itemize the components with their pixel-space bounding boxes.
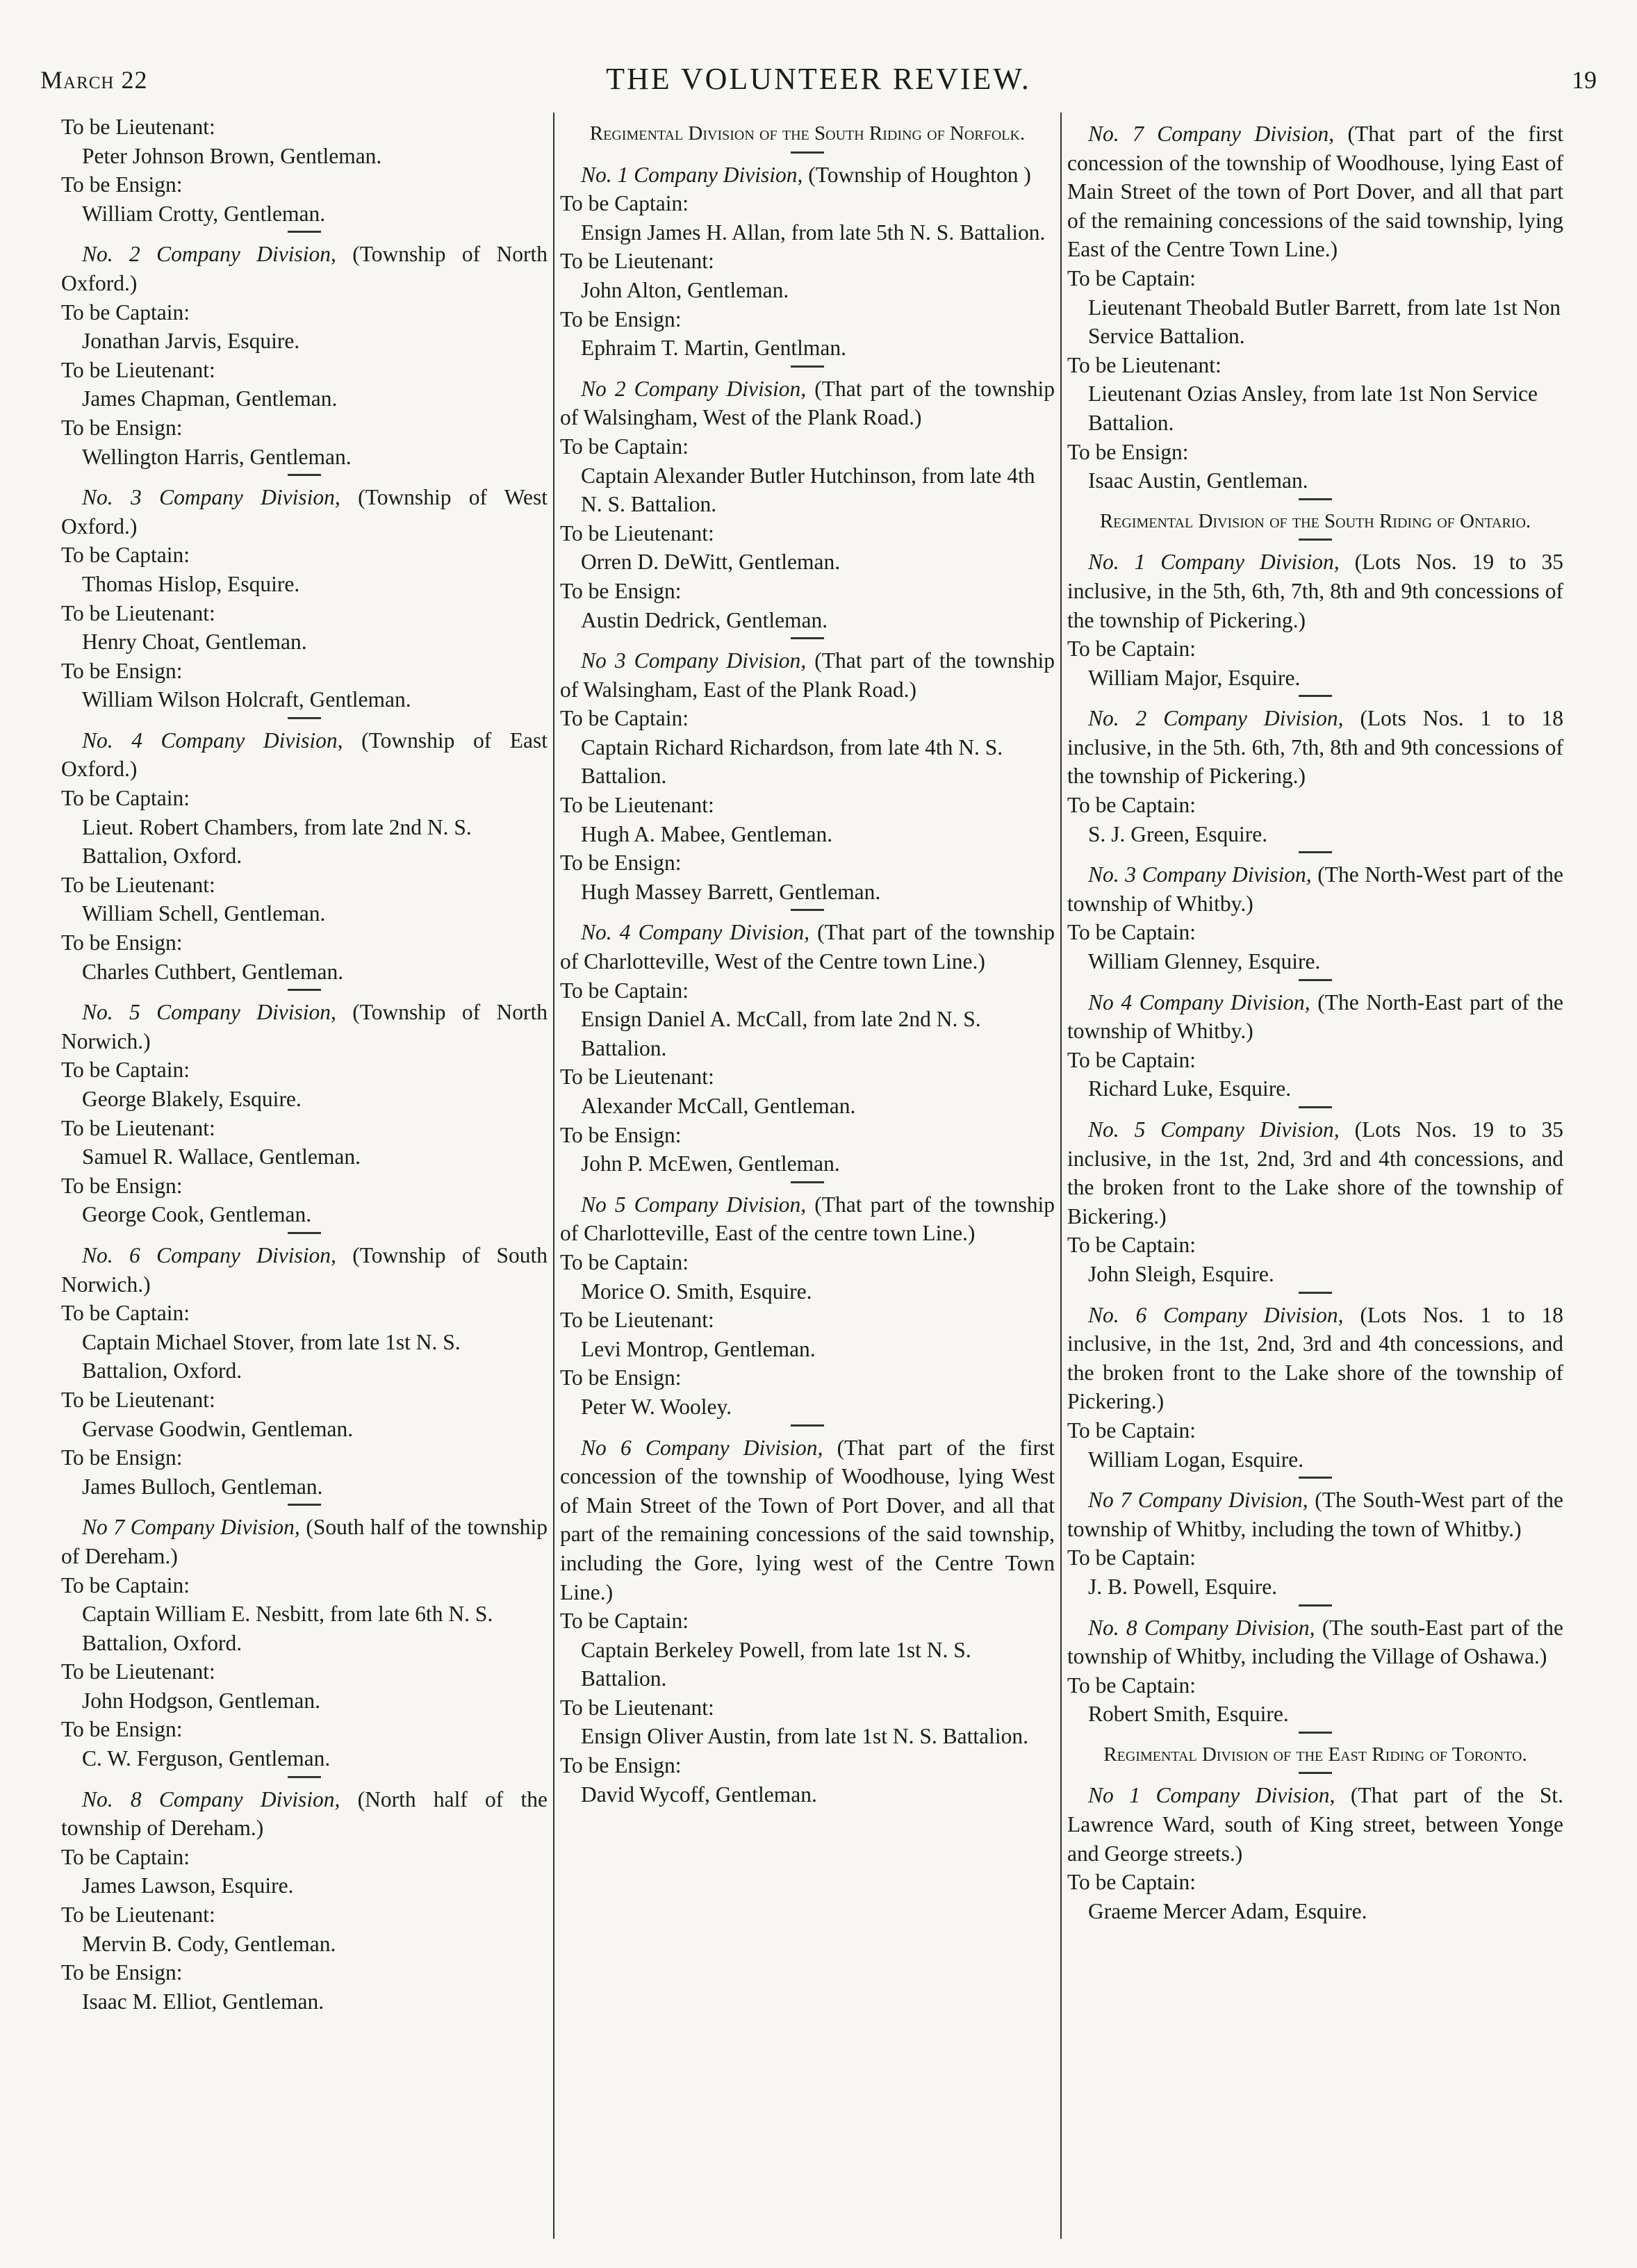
- company-division-heading: [61, 726, 548, 784]
- appointee-name: David Wycoff, Gentleman.: [581, 1782, 817, 1807]
- header-date: March 22: [40, 66, 148, 94]
- division-number: No. 2 Company Division,: [82, 242, 336, 267]
- rank-label: To be Lieutenant:: [61, 1387, 215, 1412]
- appointment-entry: [61, 1657, 548, 1715]
- appointee-name: Gervase Goodwin, Gentleman.: [82, 1416, 354, 1441]
- appointee-name: Richard Luke, Esquire.: [1088, 1076, 1292, 1101]
- appointee-name: J. B. Powell, Esquire.: [1088, 1574, 1278, 1599]
- appointee-name: Henry Choat, Gentleman.: [82, 630, 307, 655]
- appointment-entry: [560, 247, 1055, 304]
- rank-label: To be Ensign:: [61, 930, 183, 955]
- division-description: (Lots Nos. 19 to 35 inclusive, in the 5th, 6th, 7th, 8th and 9th concessions of the township of Pickering.): [1067, 550, 1563, 632]
- appointment-entry: [61, 1386, 548, 1443]
- rank-label: To be Captain:: [61, 786, 190, 811]
- appointee-name: George Blakely, Esquire.: [82, 1087, 302, 1111]
- rank-label: To be Captain:: [1067, 920, 1196, 945]
- appointee-name: William Glenney, Esquire.: [1088, 949, 1321, 974]
- rank-label: To be Ensign:: [61, 415, 183, 440]
- rank-label: To be Captain:: [1067, 1047, 1196, 1072]
- rank-label: To be Ensign:: [61, 1173, 183, 1198]
- section-dash: [288, 717, 321, 719]
- appointment-entry: [61, 1958, 548, 2016]
- division-number: No. 6 Company Division,: [82, 1242, 336, 1267]
- appointment-entry: [1067, 918, 1563, 976]
- regimental-division-heading: Regimental Division of the South Riding of Norfolk.: [589, 122, 1026, 145]
- division-description: (South half of the township of Dereham.): [61, 1515, 548, 1568]
- appointment-entry: [1067, 1671, 1563, 1729]
- column-3: [1067, 113, 1563, 2246]
- rank-label: To be Ensign:: [61, 1717, 183, 1742]
- rank-label: To be Lieutenant:: [1067, 352, 1221, 377]
- appointee-name: Captain Michael Stover, from late 1st N. S. Battalion, Oxford.: [82, 1329, 461, 1383]
- appointee-name: William Logan, Esquire.: [1088, 1447, 1304, 1472]
- appointment-entry: [61, 113, 548, 170]
- rank-label: To be Lieutenant:: [560, 793, 714, 818]
- appointment-entry: [560, 1693, 1055, 1751]
- section-dash: [791, 1424, 824, 1427]
- company-division-heading: [1067, 1115, 1563, 1231]
- appointee-name: William Schell, Gentleman.: [82, 901, 326, 926]
- appointment-entry: [560, 1062, 1055, 1120]
- column-rule: [1060, 113, 1062, 2239]
- appointee-name: Peter Johnson Brown, Gentleman.: [82, 143, 382, 168]
- rank-label: To be Lieutenant:: [61, 1659, 215, 1684]
- section-dash: [791, 1181, 824, 1183]
- section-dash: [791, 365, 824, 368]
- appointment-entry: [61, 1443, 548, 1501]
- rank-label: To be Captain:: [1067, 636, 1196, 662]
- appointee-name: Graeme Mercer Adam, Esquire.: [1088, 1898, 1367, 1923]
- appointment-entry: [1067, 351, 1563, 438]
- rank-label: To be Captain:: [1067, 793, 1196, 818]
- appointee-name: James Lawson, Esquire.: [82, 1873, 294, 1898]
- appointment-entry: [61, 413, 548, 471]
- column-1: [61, 113, 548, 2246]
- division-description: (The South-West part of the township of Whitby, including the town of Whitby.): [1067, 1488, 1563, 1541]
- division-description: (North half of the township of Dereham.): [61, 1786, 548, 1841]
- division-description: (That part of the first concession of the township of Woodhouse, lying West of Main Street of the Town of Port Dover, and all that part of the remaining concessions of the said township, including the Gore, lying west of the Centre Town Line.): [560, 1435, 1055, 1604]
- appointee-name: James Bulloch, Gentleman.: [82, 1474, 323, 1499]
- rank-label: To be Lieutenant:: [560, 1695, 714, 1720]
- appointment-entry: [560, 1751, 1055, 1809]
- rank-label: To be Ensign:: [560, 306, 682, 331]
- section-dash: [1299, 851, 1332, 853]
- appointment-entry: [1067, 1868, 1563, 1925]
- rank-label: To be Captain:: [560, 1249, 689, 1274]
- appointment-entry: [61, 1114, 548, 1172]
- appointment-entry: [560, 1121, 1055, 1178]
- division-number: No. 1 Company Division,: [581, 162, 803, 187]
- regimental-division-heading: Regimental Division of the East Riding of Toronto.: [1103, 1743, 1527, 1766]
- appointee-name: Samuel R. Wallace, Gentleman.: [82, 1144, 361, 1169]
- appointee-name: George Cook, Gentleman.: [82, 1202, 312, 1227]
- appointment-entry: [560, 1363, 1055, 1421]
- rank-label: To be Captain:: [1067, 1233, 1196, 1258]
- appointment-entry: [1067, 1231, 1563, 1288]
- appointee-name: John Sleigh, Esquire.: [1088, 1261, 1274, 1286]
- masthead-title: THE VOLUNTEER REVIEW.: [606, 62, 1031, 96]
- rank-label: To be Ensign:: [61, 658, 183, 683]
- appointment-entry: [1067, 1416, 1563, 1474]
- rank-label: To be Lieutenant:: [61, 1903, 215, 1928]
- appointee-name: James Chapman, Gentleman.: [82, 386, 338, 411]
- section-dash: [288, 1232, 321, 1234]
- division-number: No 7 Company Division,: [1088, 1488, 1308, 1513]
- section-dash: [288, 1504, 321, 1506]
- company-division-heading: [1067, 1486, 1563, 1543]
- appointee-name: John Hodgson, Gentleman.: [82, 1688, 320, 1713]
- appointee-name: Thomas Hislop, Esquire.: [82, 571, 300, 596]
- division-number: No. 5 Company Division,: [1088, 1117, 1340, 1142]
- company-division-heading: [560, 646, 1055, 704]
- section-dash: [1299, 1292, 1332, 1294]
- rank-label: To be Captain:: [560, 978, 689, 1003]
- appointment-entry: [61, 170, 548, 228]
- appointee-name: Charles Cuthbert, Gentleman.: [82, 959, 344, 984]
- company-division-heading: [1067, 860, 1563, 918]
- company-division-heading: [61, 998, 548, 1055]
- division-number: No. 3 Company Division,: [82, 485, 340, 510]
- appointment-entry: [61, 871, 548, 928]
- appointee-name: William Wilson Holcraft, Gentleman.: [82, 687, 411, 712]
- division-number: No. 6 Company Division,: [1088, 1302, 1344, 1327]
- appointee-name: Isaac M. Elliot, Gentleman.: [82, 1989, 324, 2014]
- appointment-entry: [560, 791, 1055, 848]
- appointee-name: Ephraim T. Martin, Gentlman.: [581, 336, 846, 361]
- rank-label: To be Ensign:: [560, 850, 682, 876]
- appointee-name: S. J. Green, Esquire.: [1088, 821, 1268, 846]
- section-dash: [1299, 1477, 1332, 1479]
- appointee-name: Isaac Austin, Gentleman.: [1088, 468, 1308, 493]
- page-number: 19: [1572, 66, 1597, 94]
- division-number: No. 7 Company Division,: [1088, 122, 1335, 146]
- division-description: (Township of North Oxford.): [61, 242, 548, 295]
- appointment-entry: [1067, 1046, 1563, 1103]
- appointment-entry: [61, 1055, 548, 1113]
- rank-label: To be Ensign:: [61, 1960, 183, 1985]
- division-description: (Township of West Oxford.): [61, 485, 548, 539]
- rank-label: To be Captain:: [61, 1058, 190, 1083]
- rank-label: To be Lieutenant:: [560, 1308, 714, 1333]
- appointee-name: Levi Montrop, Gentleman.: [581, 1336, 816, 1361]
- section-dash: [1299, 498, 1332, 500]
- appointee-name: Lieutenant Theobald Butler Barrett, from late 1st Non Service Battalion.: [1088, 295, 1561, 349]
- division-description: (That part of the township of Charlotteville, East of the centre town Line.): [560, 1192, 1055, 1246]
- company-division-heading: [560, 1190, 1055, 1248]
- appointee-name: Wellington Harris, Gentleman.: [82, 444, 352, 469]
- rank-label: To be Lieutenant:: [61, 600, 215, 625]
- appointment-entry: [61, 298, 548, 356]
- division-description: (Lots Nos. 1 to 18 inclusive, in the 5th. 6th, 7th, 8th and 9th concessions of the township of Pickering.): [1067, 706, 1563, 789]
- appointment-entry: [61, 1299, 548, 1386]
- appointment-entry: [1067, 634, 1563, 692]
- section-dash: [288, 231, 321, 233]
- division-description: (That part of the township of Walsingham, West of the Plank Road.): [560, 376, 1055, 430]
- rank-label: To be Ensign:: [61, 1445, 183, 1470]
- appointment-entry: [560, 519, 1055, 577]
- division-number: No. 2 Company Division,: [1088, 706, 1344, 731]
- division-description: (Lots Nos. 1 to 18 inclusive, in the 1st, 2nd, 3rd and 4th concessions, and the broken front to the Lake shore of the township of Pickering.): [1067, 1302, 1563, 1414]
- division-number: No. 8 Company Division,: [82, 1786, 340, 1811]
- appointment-entry: [61, 356, 548, 413]
- appointment-entry: [61, 1571, 548, 1658]
- section-dash: [288, 989, 321, 991]
- section-dash: [1299, 1106, 1332, 1108]
- section-dash: [791, 151, 824, 154]
- rank-label: To be Captain:: [560, 191, 689, 216]
- appointee-name: Orren D. DeWitt, Gentleman.: [581, 550, 841, 575]
- appointee-name: Robert Smith, Esquire.: [1088, 1702, 1289, 1727]
- division-number: No 5 Company Division,: [581, 1192, 807, 1217]
- appointment-entry: [61, 1843, 548, 1900]
- division-number: No 2 Company Division,: [581, 376, 807, 401]
- appointee-name: Captain Berkeley Powell, from late 1st N. S. Battalion.: [581, 1637, 971, 1691]
- division-number: No 6 Company Division,: [581, 1435, 823, 1460]
- division-number: No. 3 Company Division,: [1088, 862, 1312, 887]
- rank-label: To be Captain:: [1067, 1418, 1196, 1443]
- division-description: (The North-West part of the township of Whitby.): [1067, 862, 1563, 916]
- appointment-entry: [1067, 438, 1563, 495]
- rank-label: To be Captain:: [560, 434, 689, 459]
- section-dash: [288, 474, 321, 476]
- rank-label: To be Lieutenant:: [560, 249, 714, 274]
- column-2: [560, 113, 1055, 2246]
- appointee-name: William Major, Esquire.: [1088, 665, 1301, 690]
- division-number: No 3 Company Division,: [581, 648, 807, 673]
- rank-label: To be Captain:: [61, 1844, 190, 1869]
- rank-label: To be Captain:: [61, 1301, 190, 1326]
- company-division-heading: [560, 161, 1055, 190]
- division-description: (The North-East part of the township of Whitby.): [1067, 989, 1563, 1044]
- section-dash: [1299, 1604, 1332, 1606]
- appointment-entry: [560, 976, 1055, 1063]
- appointee-name: Lieut. Robert Chambers, from late 2nd N. S. Battalion, Oxford.: [82, 814, 472, 869]
- rank-label: To be Captain:: [61, 1572, 190, 1597]
- company-division-heading: [1067, 1781, 1563, 1868]
- section-dash: [1299, 1732, 1332, 1734]
- company-division-heading: [1067, 704, 1563, 791]
- appointment-entry: [560, 1606, 1055, 1693]
- rank-label: To be Captain:: [560, 706, 689, 731]
- appointment-entry: [560, 1248, 1055, 1306]
- regimental-division-heading: Regimental Division of the South Riding of Ontario.: [1099, 509, 1531, 532]
- division-number: No 7 Company Division,: [82, 1515, 300, 1540]
- rank-label: To be Lieutenant:: [61, 115, 215, 139]
- appointment-entry: [61, 1172, 548, 1229]
- rank-label: To be Ensign:: [560, 578, 682, 603]
- section-dash: [791, 909, 824, 911]
- appointment-entry: [1067, 791, 1563, 848]
- appointee-name: Mervin B. Cody, Gentleman.: [82, 1931, 336, 1956]
- company-division-heading: [560, 1433, 1055, 1607]
- rank-label: To be Lieutenant:: [61, 1115, 215, 1140]
- company-division-heading: [1067, 120, 1563, 264]
- division-number: No. 1 Company Division,: [1088, 550, 1340, 575]
- division-number: No 1 Company Division,: [1088, 1783, 1335, 1808]
- appointment-entry: [560, 1306, 1055, 1363]
- division-number: No 4 Company Division,: [1088, 989, 1310, 1014]
- rank-label: To be Ensign:: [1067, 439, 1189, 464]
- appointee-name: Morice O. Smith, Esquire.: [581, 1279, 812, 1304]
- rank-label: To be Ensign:: [560, 1365, 682, 1390]
- division-number: No. 4 Company Division,: [581, 920, 810, 945]
- section-dash: [288, 1776, 321, 1778]
- company-division-heading: [1067, 548, 1563, 634]
- rank-label: To be Captain:: [1067, 265, 1196, 290]
- rank-label: To be Lieutenant:: [560, 1065, 714, 1090]
- appointee-name: Ensign James H. Allan, from late 5th N. S. Battalion.: [581, 220, 1046, 245]
- appointee-name: Ensign Daniel A. McCall, from late 2nd N. S. Battalion.: [581, 1007, 981, 1060]
- appointee-name: John P. McEwen, Gentleman.: [581, 1151, 840, 1176]
- rank-label: To be Captain:: [1067, 1545, 1196, 1570]
- appointment-entry: [560, 189, 1055, 247]
- appointee-name: Captain Richard Richardson, from late 4th N. S. Battalion.: [581, 734, 1003, 789]
- appointment-entry: [1067, 1543, 1563, 1601]
- division-number: No. 4 Company Division,: [82, 728, 343, 753]
- appointment-entry: [61, 784, 548, 871]
- division-description: (Lots Nos. 19 to 35 inclusive, in the 1st, 2nd, 3rd and 4th concessions, and the broken front to the Lake shore of the township of Bickering.): [1067, 1117, 1563, 1228]
- company-division-heading: [61, 1241, 548, 1299]
- division-description: (That part of the first concession of the township of Woodhouse, lying East of Main Street of the town of Port Dover, and all that part of the remaining concessions of the said township, lying East of the Centre Town Line.): [1067, 122, 1563, 262]
- company-division-heading: [560, 375, 1055, 432]
- section-dash: [1299, 695, 1332, 697]
- appointee-name: Jonathan Jarvis, Esquire.: [82, 329, 300, 354]
- appointment-entry: [560, 848, 1055, 906]
- division-description: (Township of East Oxford.): [61, 728, 548, 782]
- division-description: (That part of the St. Lawrence Ward, south of King street, between Yonge and George streets.): [1067, 1783, 1563, 1866]
- rank-label: To be Captain:: [61, 543, 190, 568]
- rank-label: To be Lieutenant:: [61, 357, 215, 382]
- appointment-entry: [61, 928, 548, 986]
- appointment-entry: [560, 577, 1055, 634]
- appointee-name: Ensign Oliver Austin, from late 1st N. S. Battalion.: [581, 1724, 1028, 1749]
- page-header: [28, 61, 1609, 103]
- appointee-name: William Crotty, Gentleman.: [82, 201, 326, 226]
- rank-label: To be Captain:: [1067, 1673, 1196, 1698]
- appointee-name: Lieutenant Ozias Ansley, from late 1st Non Service Battalion.: [1088, 381, 1538, 435]
- division-description: (Township of North Norwich.): [61, 1000, 548, 1053]
- division-number: No. 5 Company Division,: [82, 1000, 336, 1025]
- division-description: (That part of the township of Charlotteville, West of the Centre town Line.): [560, 920, 1055, 974]
- division-description: (Township of South Norwich.): [61, 1242, 548, 1297]
- company-division-heading: [61, 483, 548, 541]
- section-dash: [1299, 1772, 1332, 1774]
- appointment-entry: [61, 599, 548, 657]
- appointment-entry: [560, 704, 1055, 791]
- appointment-entry: [61, 1900, 548, 1958]
- company-division-heading: [1067, 1301, 1563, 1416]
- rank-label: To be Lieutenant:: [61, 872, 215, 897]
- company-division-heading: [1067, 1613, 1563, 1671]
- company-division-heading: [61, 1513, 548, 1570]
- rank-label: To be Captain:: [560, 1609, 689, 1634]
- section-dash: [1299, 979, 1332, 981]
- appointment-entry: [61, 657, 548, 714]
- appointment-entry: [560, 305, 1055, 363]
- rank-label: To be Captain:: [61, 299, 190, 324]
- appointee-name: John Alton, Gentleman.: [581, 277, 789, 302]
- appointee-name: Captain William E. Nesbitt, from late 6th N. S. Battalion, Oxford.: [82, 1602, 493, 1655]
- rank-label: To be Lieutenant:: [560, 520, 714, 545]
- appointee-name: Austin Dedrick, Gentleman.: [581, 607, 828, 632]
- appointee-name: Captain Alexander Butler Hutchinson, from late 4th N. S. Battalion.: [581, 463, 1035, 517]
- section-dash: [1299, 539, 1332, 541]
- rank-label: To be Ensign:: [61, 172, 183, 197]
- appointee-name: Peter W. Wooley.: [581, 1394, 732, 1419]
- appointee-name: Hugh A. Mabee, Gentleman.: [581, 821, 833, 846]
- appointee-name: C. W. Ferguson, Gentleman.: [82, 1746, 331, 1771]
- company-division-heading: [61, 1785, 548, 1843]
- company-division-heading: [1067, 988, 1563, 1046]
- rank-label: To be Ensign:: [560, 1753, 682, 1778]
- appointment-entry: [61, 1715, 548, 1773]
- appointee-name: Alexander McCall, Gentleman.: [581, 1094, 856, 1118]
- appointment-entry: [61, 541, 548, 598]
- column-rule: [553, 113, 554, 2239]
- company-division-heading: [61, 240, 548, 297]
- rank-label: To be Ensign:: [560, 1122, 682, 1147]
- division-number: No. 8 Company Division,: [1088, 1615, 1315, 1640]
- division-description: (The south-East part of the township of Whitby, including the Village of Oshawa.): [1067, 1615, 1563, 1669]
- rank-label: To be Captain:: [1067, 1870, 1196, 1895]
- appointment-entry: [1067, 264, 1563, 351]
- section-dash: [791, 637, 824, 639]
- appointee-name: Hugh Massey Barrett, Gentleman.: [581, 879, 881, 904]
- division-description: (Township of Houghton ): [808, 162, 1031, 187]
- company-division-heading: [560, 918, 1055, 976]
- division-description: (That part of the township of Walsingham, East of the Plank Road.): [560, 648, 1055, 702]
- appointment-entry: [560, 432, 1055, 519]
